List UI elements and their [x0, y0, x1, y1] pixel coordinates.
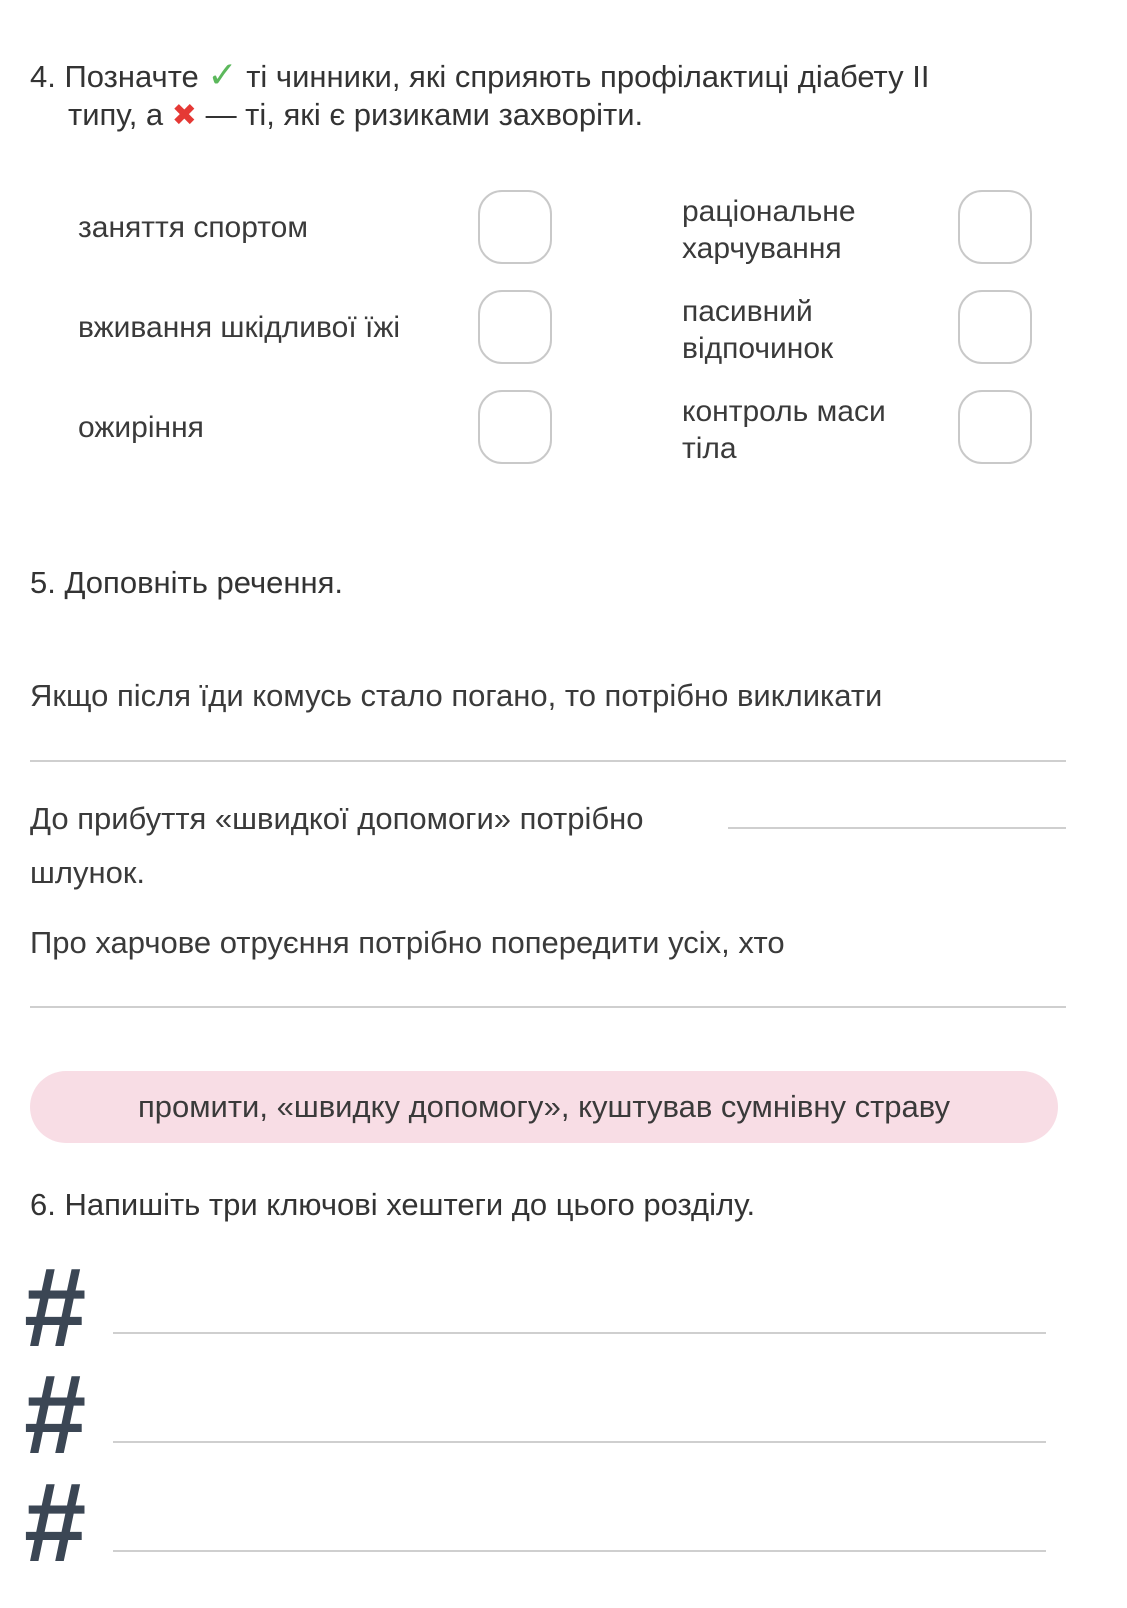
answer-line-1[interactable] [30, 760, 1066, 762]
option-label-junk-food: вживання шкідливої їжі [78, 311, 401, 344]
task4-instruction-text: типу, а [68, 97, 164, 132]
option-checkbox-sport[interactable] [478, 190, 552, 264]
hashtag-line-3[interactable] [113, 1550, 1046, 1552]
task6-title: 6. Напишіть три ключові хештеги до цього розділу. [30, 1187, 756, 1222]
cross-icon: ✖ [171, 99, 197, 132]
task4-instruction-text: ті чинники, які сприяють профілактиці діабету II [246, 59, 930, 94]
option-label-line: контроль маси [682, 395, 886, 428]
option-label-sport: заняття спортом [78, 211, 308, 244]
sentence-3: Про харчове отруєння потрібно попередити усіх, хто [30, 925, 785, 960]
sentence-2-end: шлунок. [30, 855, 145, 890]
option-label-line: тіла [682, 432, 737, 465]
task4-title-line1 [30, 55, 929, 97]
option-label-passive-rest [682, 293, 833, 367]
hashtag-icon: # [24, 1352, 87, 1477]
hashtag-icon: # [24, 1245, 87, 1370]
option-checkbox-passive-rest[interactable] [958, 290, 1032, 364]
option-checkbox-obesity[interactable] [478, 390, 552, 464]
word-bank: промити, «швидку допомогу», куштував сумнівну страву [30, 1071, 1058, 1143]
option-checkbox-nutrition[interactable] [958, 190, 1032, 264]
option-label-line: пасивний [682, 295, 813, 328]
option-label-line: відпочинок [682, 332, 834, 365]
task4-title-line2 [68, 95, 643, 136]
sentence-2-start: До прибуття «швидкої допомоги» потрібно [30, 801, 644, 836]
answer-line-2[interactable] [728, 827, 1066, 829]
option-label-nutrition [682, 193, 856, 267]
hashtag-line-2[interactable] [113, 1441, 1046, 1443]
sentence-1: Якщо після їди комусь стало погано, то потрібно викликати [30, 678, 883, 713]
task4-number: 4. [30, 59, 56, 94]
option-label-weight-control [682, 393, 886, 467]
answer-line-3[interactable] [30, 1006, 1066, 1008]
option-label-line: раціональне [682, 195, 856, 228]
option-label-obesity: ожиріння [78, 411, 204, 444]
task4-instruction-text: Позначте [64, 59, 199, 94]
task5-title: 5. Доповніть речення. [30, 565, 343, 600]
option-label-line: харчування [682, 232, 842, 265]
hashtag-line-1[interactable] [113, 1332, 1046, 1334]
option-checkbox-junk-food[interactable] [478, 290, 552, 364]
checkmark-icon: ✓ [207, 54, 238, 95]
hashtag-icon: # [24, 1460, 87, 1585]
task4-instruction-text: — ті, які є ризиками захворіти. [205, 97, 644, 132]
option-checkbox-weight-control[interactable] [958, 390, 1032, 464]
